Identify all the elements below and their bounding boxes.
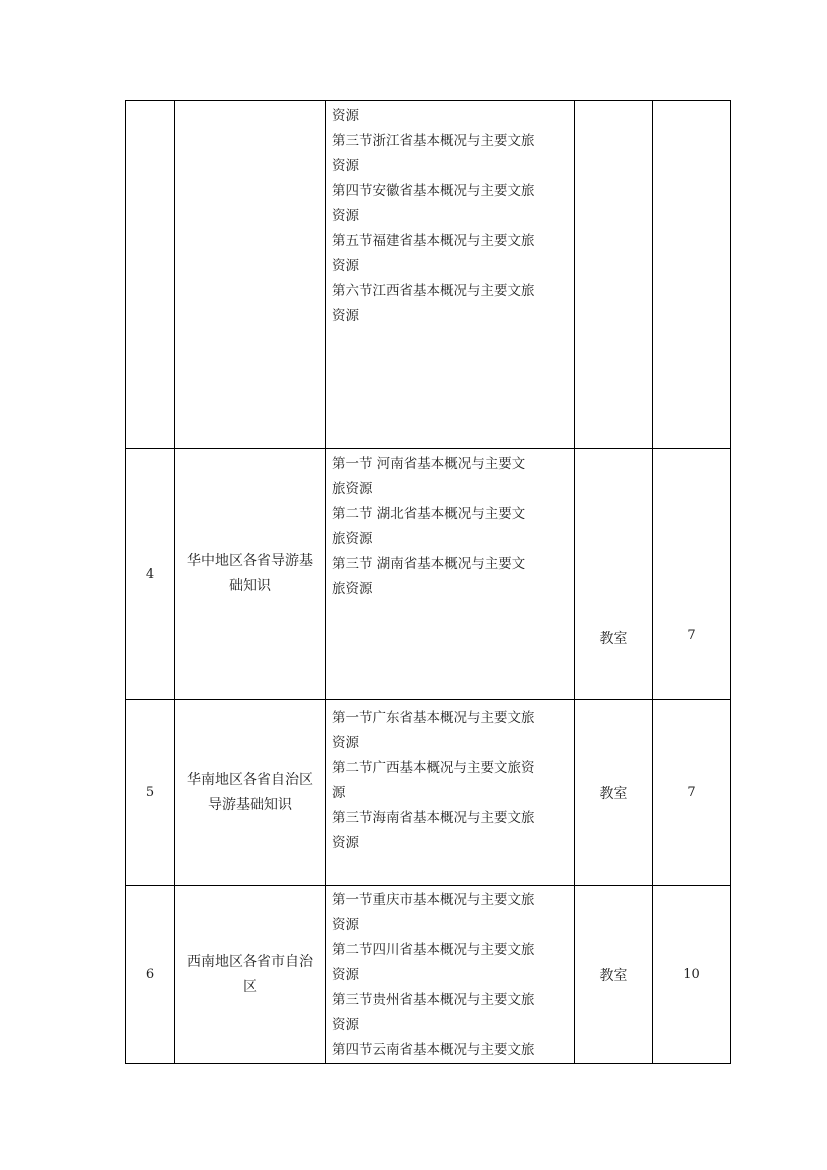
content-line: 旅资源 [332,481,373,497]
content-line: 资源 [332,735,359,751]
content-line: 旅资源 [332,531,373,547]
content-line: 第二节 湖北省基本概况与主要文 [332,506,526,522]
hours-cell: 7 [653,700,731,886]
content-line: 第二节广西基本概况与主要文旅资 [332,760,535,776]
content-line: 资源 [332,258,359,274]
content-line: 资源 [332,208,359,224]
chapter-name-cell: 西南地区各省市自治区 [175,886,326,1064]
chapter-content-cell [326,700,575,886]
content-line: 资源 [332,108,359,124]
content-line: 第四节云南省基本概况与主要文旅 [332,1042,535,1058]
content-line: 资源 [332,917,359,933]
row-number-cell: 5 [126,700,175,886]
location-cell [575,101,653,449]
content-line: 第一节广东省基本概况与主要文旅 [332,710,535,726]
content-line: 第一节重庆市基本概况与主要文旅 [332,892,535,908]
chapter-name-cell: 华南地区各省自治区导游基础知识 [175,700,326,886]
content-line: 资源 [332,967,359,983]
chapter-content-cell [326,886,575,1064]
location-cell [575,449,653,700]
row-number-cell: 6 [126,886,175,1064]
content-line: 第四节安徽省基本概况与主要文旅 [332,183,535,199]
hours-cell: 10 [653,886,731,1064]
content-line: 资源 [332,835,359,851]
hours-cell [653,101,731,449]
table-row [126,886,731,1064]
content-line: 资源 [332,308,359,324]
table-row [126,101,731,449]
chapter-name-cell [175,101,326,449]
location-cell: 教室 [575,700,653,886]
content-line: 第二节四川省基本概况与主要文旅 [332,942,535,958]
location-text: 教室 [599,631,628,647]
hours-cell [653,449,731,700]
content-line: 第一节 河南省基本概况与主要文 [332,456,526,472]
hours-text: 7 [687,628,696,643]
content-line: 第三节浙江省基本概况与主要文旅 [332,133,535,149]
chapter-name-cell: 华中地区各省导游基础知识 [175,449,326,700]
content-line: 资源 [332,1017,359,1033]
content-line: 第五节福建省基本概况与主要文旅 [332,233,535,249]
row-number-cell: 4 [126,449,175,700]
row-number-cell [126,101,175,449]
chapter-content-cell [326,101,575,449]
content-line: 第三节海南省基本概况与主要文旅 [332,810,535,826]
content-line: 第六节江西省基本概况与主要文旅 [332,283,535,299]
content-line: 第三节 湖南省基本概况与主要文 [332,556,526,572]
content-line: 资源 [332,158,359,174]
chapter-content-cell [326,449,575,700]
table-row [126,449,731,700]
content-line: 第三节贵州省基本概况与主要文旅 [332,992,535,1008]
location-cell: 教室 [575,886,653,1064]
course-schedule-table [125,100,731,1064]
content-line: 源 [332,785,346,801]
content-line: 旅资源 [332,581,373,597]
table-row [126,700,731,886]
